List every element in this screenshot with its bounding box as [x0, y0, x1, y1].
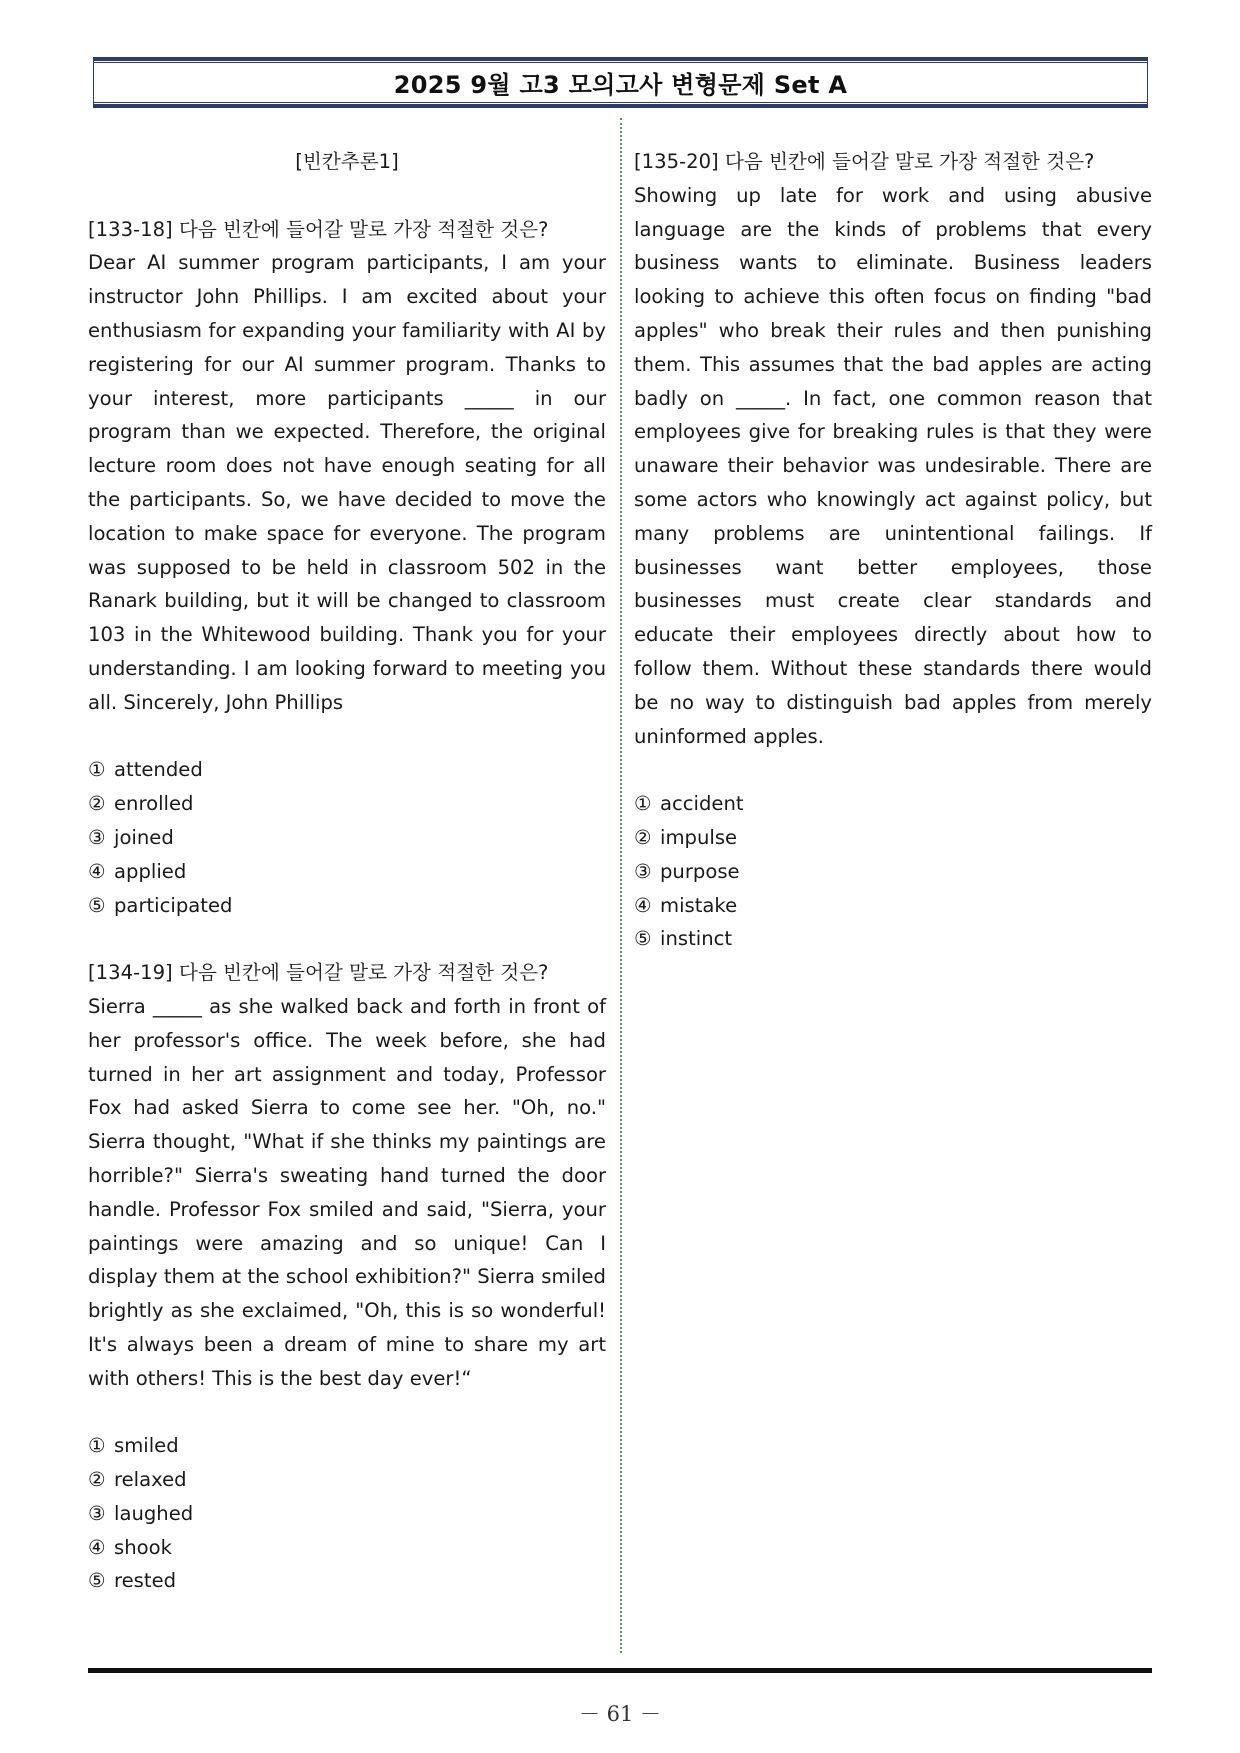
question-prompt: [134-19] 다음 빈칸에 들어갈 말로 가장 적절한 것은?: [88, 961, 549, 985]
page-title: 2025 9월 고3 모의고사 변형문제 Set A: [393, 71, 848, 99]
answer-option-1[interactable]: ① accident: [634, 792, 744, 816]
question-passage: Showing up late for work and using abusive language are the kinds of problems that every business wants to eliminate. Business leaders looking to achieve this often focus on finding "bad apples" who break their rules and then punishing them. This assumes that the bad apples are acting badly on _____. In fact, one common reason that employees give for breaking rules is that they were unaware their behavior was undesirable. There are some actors who knowingly act against policy, but many problems are unintentional failings. If businesses want better employees, those businesses must create clear standards and educate their employees directly about how to follow them. Without these standards there would be no way to distinguish bad apples from merely uninformed apples.: [634, 183, 1152, 748]
answer-option-1[interactable]: ① attended: [88, 758, 203, 782]
answer-option-5[interactable]: ⑤ rested: [88, 1569, 177, 1593]
answer-options: [634, 787, 1152, 956]
question-prompt: [133-18] 다음 빈칸에 들어갈 말로 가장 적절한 것은?: [88, 217, 549, 241]
question-passage: Dear AI summer program participants, I am your instructor John Phillips. I am excited about your enthusiasm for expanding your familiarity with AI by registering for our AI summer program. Thanks to your interest, more participants _____ in our program than we expected. Therefore, the original lecture room does not have enough seating for all the participants. So, we have decided to move the location to make space for everyone. The program was supposed to be held in classroom 502 in the Ranark building, but it will be changed to classroom 103 in the Whitewood building. Thank you for your understanding. I am looking forward to meeting you all. Sincerely, John Phillips: [88, 251, 606, 714]
answer-option-4[interactable]: ④ mistake: [634, 893, 738, 917]
answer-options: [88, 1429, 606, 1598]
answer-option-1[interactable]: ① smiled: [88, 1434, 179, 1458]
answer-option-4[interactable]: ④ applied: [88, 859, 187, 883]
left-column: [88, 145, 606, 1598]
answer-option-2[interactable]: ② relaxed: [88, 1468, 187, 1492]
answer-option-3[interactable]: ③ purpose: [634, 859, 740, 883]
footer-rule: [88, 1668, 1152, 1673]
page-number: － 61 －: [578, 1702, 662, 1726]
answer-option-5[interactable]: ⑤ participated: [88, 893, 233, 917]
answer-option-4[interactable]: ④ shook: [88, 1535, 172, 1559]
section-title: [빈칸추론1]: [295, 150, 399, 173]
answer-option-3[interactable]: ③ laughed: [88, 1501, 194, 1525]
question-passage: Sierra _____ as she walked back and forth in front of her professor's office. The week before, she had turned in her art assignment and today, Professor Fox had asked Sierra to come see her. "Oh, no." Sierra thought, "What if she thinks my paintings are horrible?" Sierra's sweating hand turned the door handle. Professor Fox smiled and said, "Sierra, your paintings were amazing and so unique! Can I display them at the school exhibition?" Sierra smiled brightly as she exclaimed, "Oh, this is so wonderful! It's always been a dream of mine to share my art with others! This is the best day ever!“: [88, 994, 606, 1390]
question-prompt: [135-20] 다음 빈칸에 들어갈 말로 가장 적절한 것은?: [634, 150, 1095, 173]
right-column: [634, 145, 1152, 956]
page-title-box: [93, 57, 1148, 108]
answer-option-2[interactable]: ② impulse: [634, 825, 738, 849]
question-134-19: [88, 956, 606, 1598]
column-divider: [620, 118, 622, 1653]
question-135-20: [634, 145, 1152, 956]
answer-option-2[interactable]: ② enrolled: [88, 792, 194, 816]
answer-option-5[interactable]: ⑤ instinct: [634, 927, 733, 951]
answer-option-3[interactable]: ③ joined: [88, 825, 174, 849]
answer-options: [88, 753, 606, 922]
question-133-18: [88, 213, 606, 923]
